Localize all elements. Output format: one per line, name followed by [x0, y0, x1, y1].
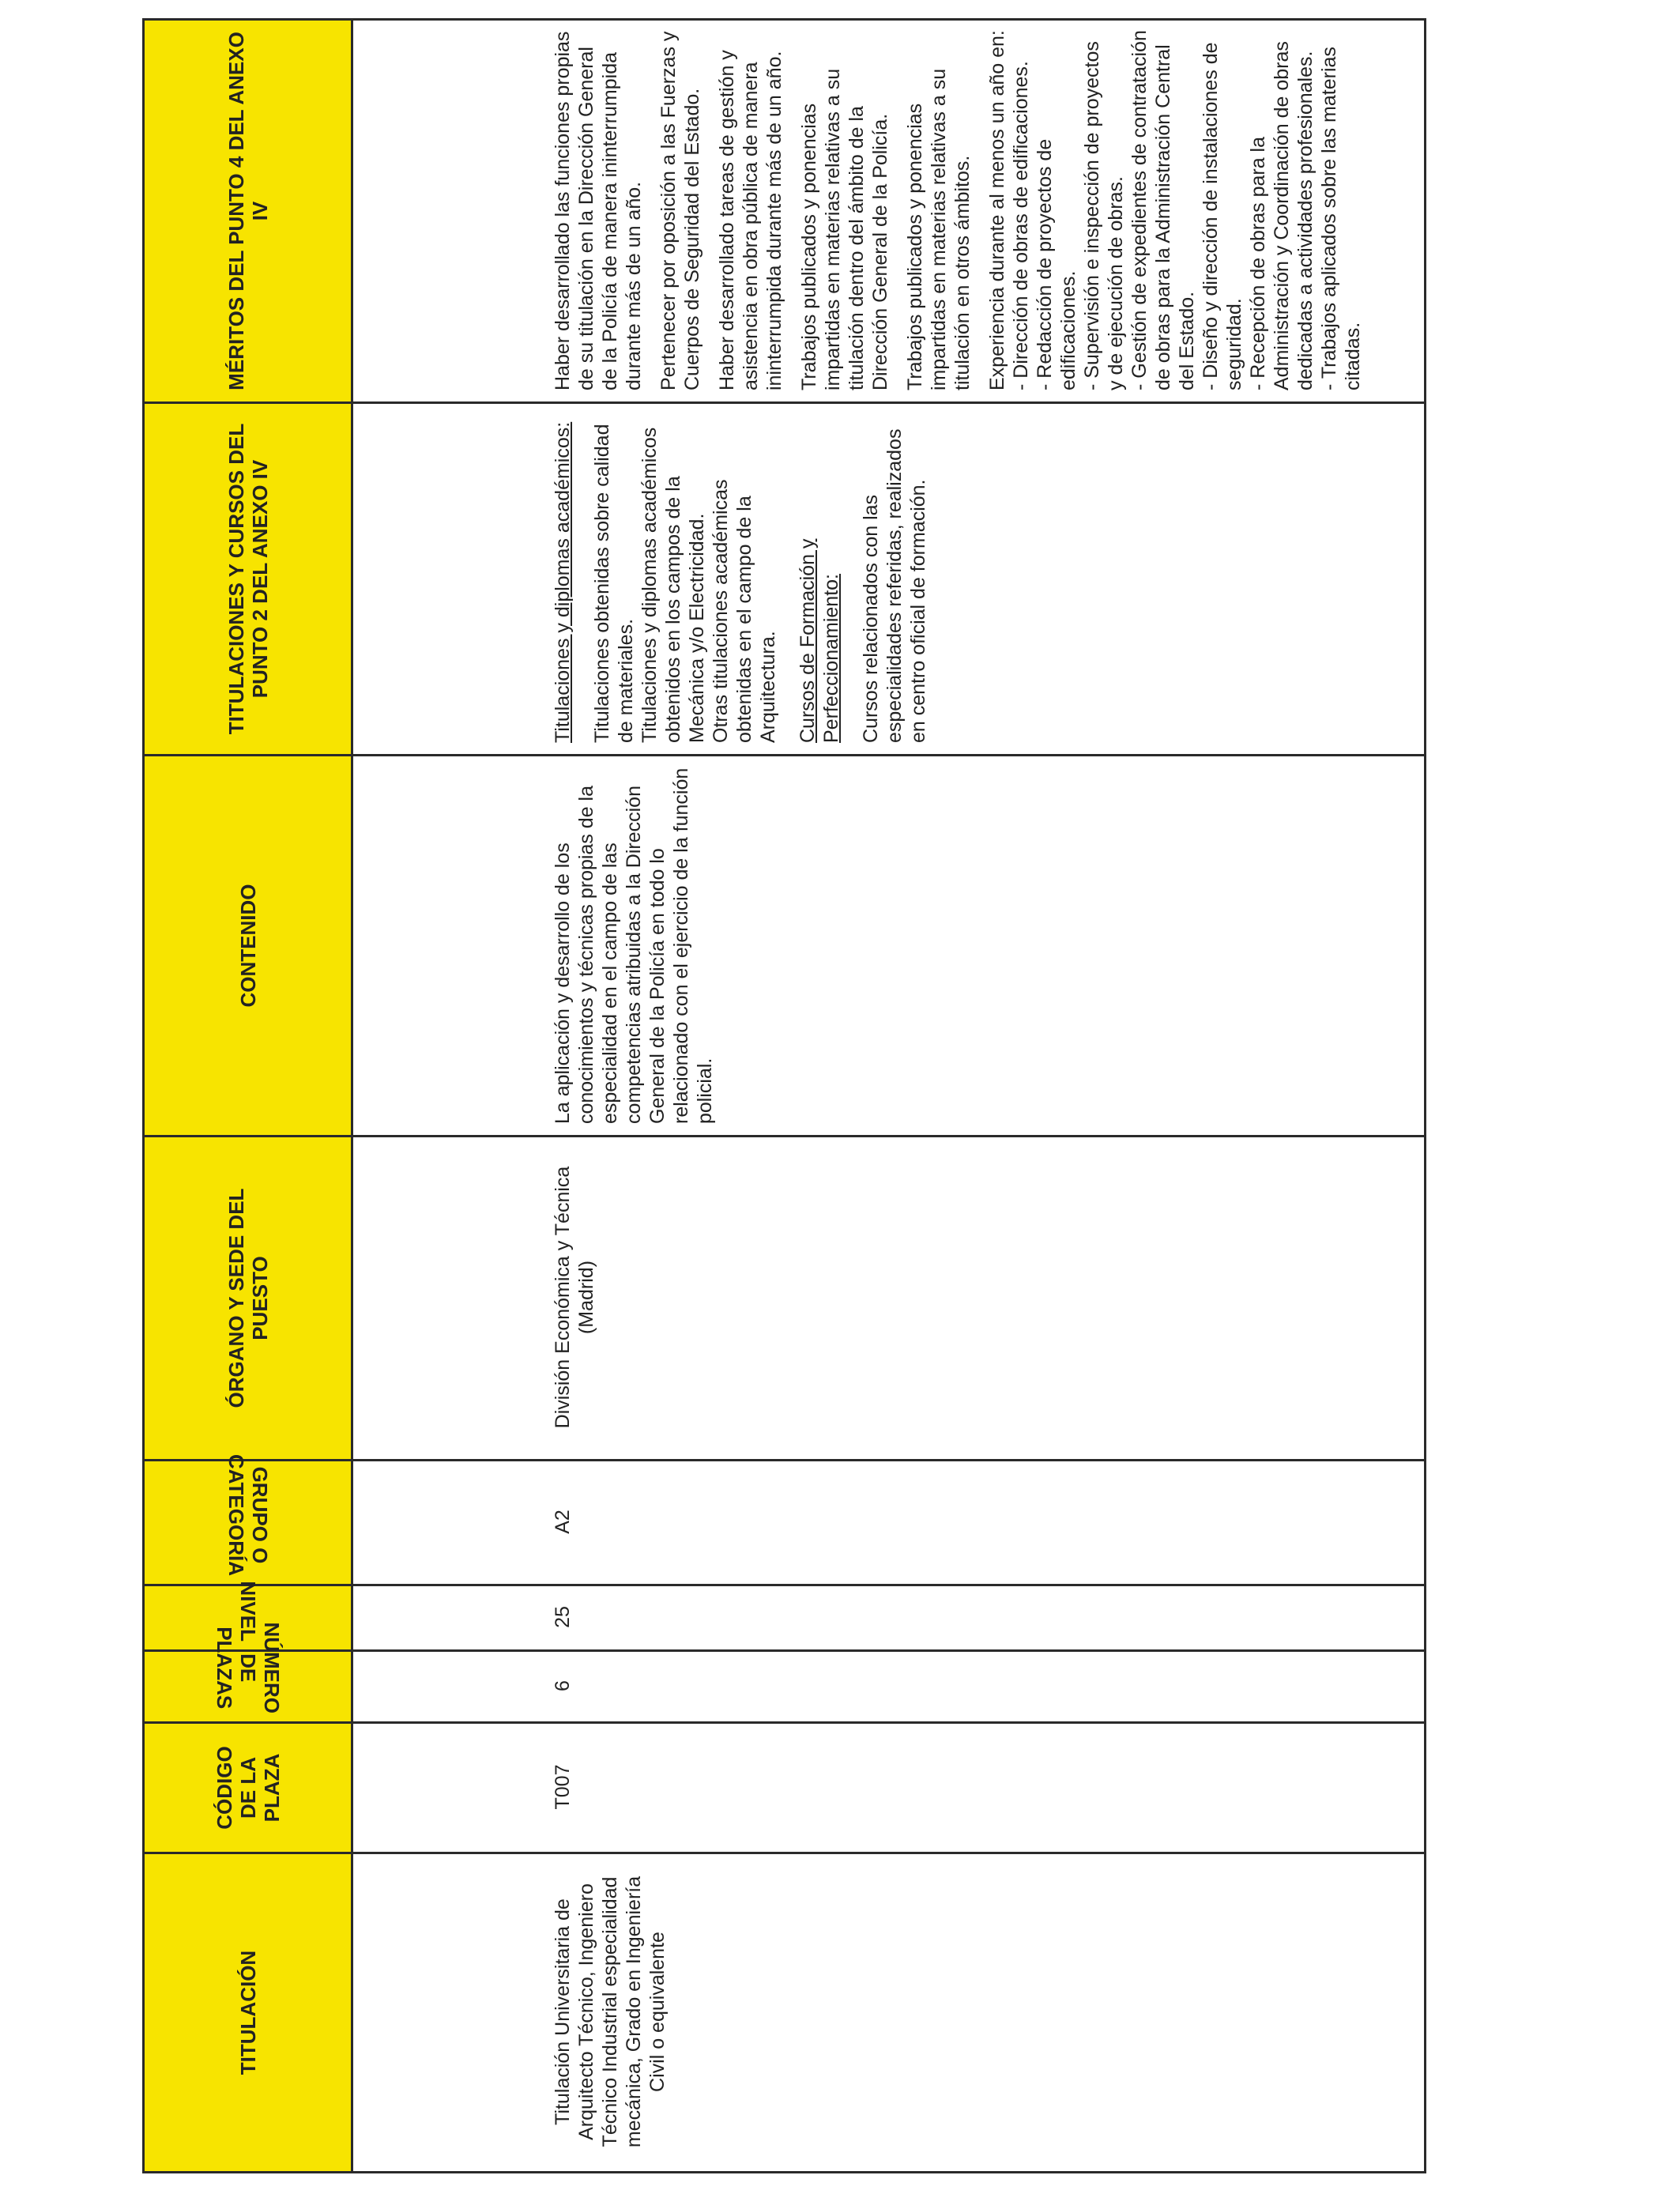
merito-item: Experiencia durante al menos un año en: - Dirección de obras de edificaciones. - Redacción de proyectos de edificaciones. - Supervisión e inspección de proyectos y de ejecución de obras. - Gestión de expedientes de contratación de obras para la Administración Central del Estado. - Diseño y dirección de instalaciones de seguridad. - Recepción de obras para la Administración y Coordinación de obras dedicadas a actividades profesionales. - Trabajos aplicados sobre las materias citadas. [986, 30, 1364, 390]
header-titulaciones-cursos: TITULACIONES Y CURSOS DEL PUNTO 2 DEL ANEXO IV [144, 403, 352, 756]
header-codigo-label: CÓDIGO DE LA PLAZA [212, 1746, 284, 1830]
header-contenido: CONTENIDO [144, 756, 352, 1137]
cell-numero: 6 [352, 1651, 1426, 1723]
cursos-item: Cursos relacionados con las especialidades referidas, realizados en centro oficial de formación. [860, 428, 929, 743]
titulaciones-item: Titulaciones obtenidas sobre calidad de materiales. [591, 424, 637, 743]
cell-titulacion: Titulación Universitaria de Arquitecto Técnico, Ingeniero Técnico Industrial especialidad mecánica, Grado en Ingeniería Civil o equivalente [352, 1853, 1426, 2173]
header-numero-label: NÚMERO DE PLAZAS [212, 1622, 284, 1713]
cell-codigo: T007 [352, 1723, 1426, 1853]
header-numero [144, 1622, 352, 1723]
header-meritos: MÉRITOS DEL PUNTO 4 DEL ANEXO IV [144, 20, 352, 403]
cursos-heading: Cursos de Formación y Perfeccionamiento: [797, 538, 842, 743]
header-row [144, 20, 352, 2173]
header-nivel-label: NIVEL [235, 1581, 260, 1642]
cell-grupo: A2 [352, 1461, 1426, 1585]
header-nivel [144, 1581, 352, 1651]
table-row [352, 20, 1426, 2173]
header-codigo [144, 1723, 352, 1853]
merito-item: Trabajos publicados y ponencias impartidas en materias relativas a su titulación en otros ámbitos. [904, 68, 974, 390]
titulaciones-item: Titulaciones y diplomas académicos obtenidos en los campos de la Mecánica y/o Electricidad. [638, 427, 708, 743]
merito-item: Haber desarrollado las funciones propias de su titulación en la Dirección General de la Policía de manera ininterrumpida durante más de un año. [552, 31, 645, 390]
titulaciones-heading: Titulaciones y diplomas académicos: [552, 421, 574, 743]
plazas-table [142, 18, 1426, 2173]
header-grupo-label: GRUPO O CATEGORÍA [224, 1453, 272, 1576]
merito-item: Trabajos publicados y ponencias impartidas en materias relativas a su titulación dentro del ámbito de la Dirección General de la Policía. [798, 68, 891, 390]
cell-contenido: La aplicación y desarrollo de los conocimientos y técnicas propias de la especialidad en el campo de las competencias atribuidas a la Dirección General de la Policía en todo lo relacionado con el ejercicio de la función policial. [352, 756, 1426, 1137]
cell-organo: División Económica y Técnica (Madrid) [352, 1137, 1426, 1461]
cell-nivel: 25 [352, 1585, 1426, 1651]
merito-item: Haber desarrollado tareas de gestión y asistencia en obra pública de manera ininterrumpida durante más de un año. [716, 50, 785, 390]
cell-titulaciones-cursos [352, 403, 1426, 756]
header-titulacion: TITULACIÓN [144, 1853, 352, 2173]
cell-meritos [352, 20, 1426, 403]
titulaciones-item: Otras titulaciones académicas obtenidas en el campo de la Arquitectura. [710, 479, 779, 743]
header-grupo [144, 1453, 352, 1585]
merito-item: Pertenecer por oposición a las Fuerzas y Cuerpos de Seguridad del Estado. [657, 31, 703, 390]
header-organo: ÓRGANO Y SEDE DEL PUESTO [144, 1137, 352, 1461]
